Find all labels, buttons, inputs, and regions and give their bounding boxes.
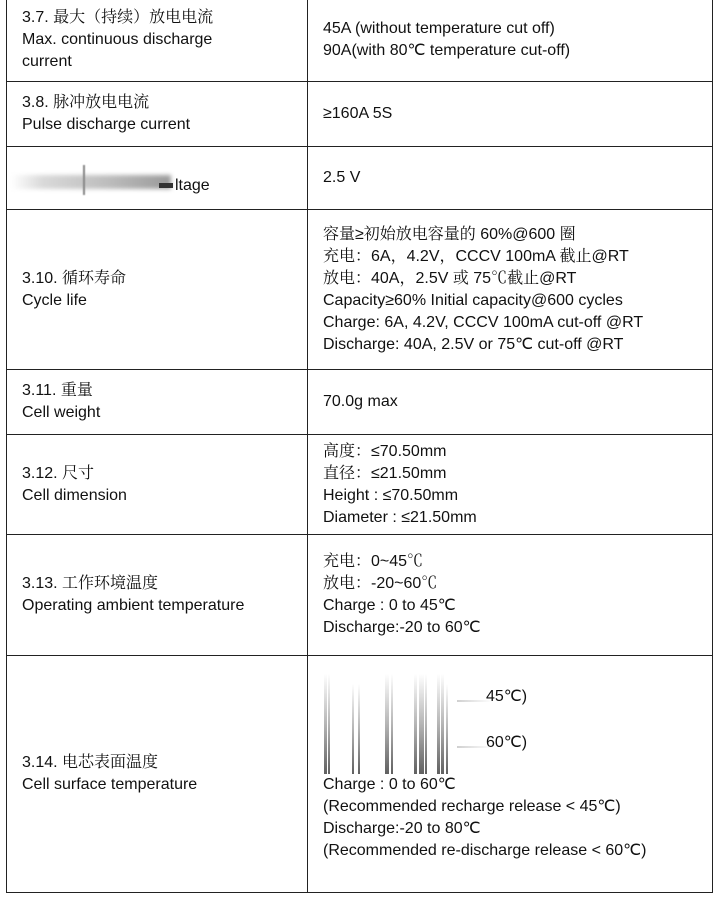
param-line: Cycle life (22, 291, 87, 309)
value-line: (Recommended recharge release < 45℃) (323, 798, 621, 815)
param-line: 3.14. 电芯表面温度 (22, 754, 159, 771)
param-cell (7, 656, 308, 893)
value-line: 70.0g max (323, 393, 398, 410)
blur-artifact (83, 165, 85, 195)
value-line: 直径：≤21.50mm (323, 464, 447, 482)
param-line: 3.12. 尺寸 (22, 464, 95, 482)
partial-note: 60℃) (486, 734, 528, 751)
table-row (7, 656, 713, 893)
param-cell (7, 435, 308, 535)
table-row (7, 370, 713, 435)
blur-artifact (159, 183, 173, 188)
table-row (7, 0, 713, 82)
value-line: 2.5 V (323, 169, 361, 186)
spec-table (6, 0, 713, 893)
value-line: Discharge:-20 to 60℃ (323, 619, 481, 636)
table-row (7, 147, 713, 210)
value-cell (308, 0, 713, 82)
value-line: Diameter : ≤21.50mm (323, 508, 477, 526)
value-line: Charge: 6A, 4.2V, CCCV 100mA cut-off @RT (323, 313, 644, 331)
value-cell (308, 370, 713, 435)
value-line: 放电：40A，2.5V 或 75℃截止@RT (323, 269, 577, 287)
value-line: ≥160A 5S (323, 105, 393, 122)
value-cell (308, 82, 713, 147)
value-line: 容量≥初始放电容量的 60%@600 圈 (323, 225, 576, 243)
param-line: current (22, 53, 72, 70)
value-line: (Recommended re-discharge release < 60℃) (323, 842, 647, 859)
value-line: 充电：0~45℃ (323, 553, 424, 570)
param-line: Cell surface temperature (22, 776, 198, 793)
surface-temp-block (308, 674, 712, 874)
value-cell (308, 535, 713, 656)
param-cell (7, 370, 308, 435)
param-line: 3.13. 工作环境温度 (22, 575, 159, 592)
obscured-stripes (312, 674, 492, 774)
blur-artifact (11, 175, 171, 189)
value-line: 高度：≤70.50mm (323, 442, 447, 460)
param-line: Cell weight (22, 404, 101, 421)
partial-note: 45℃) (486, 688, 528, 705)
value-cell (308, 210, 713, 370)
param-cell (7, 82, 308, 147)
obscured-region (7, 153, 307, 203)
value-cell (308, 435, 713, 535)
param-cell (7, 535, 308, 656)
value-line: 45A (without temperature cut off) (323, 20, 555, 37)
value-line: Height : ≤70.50mm (323, 486, 459, 504)
value-line: 放电：-20~60℃ (323, 575, 438, 592)
table-row (7, 435, 713, 535)
param-line: Cell dimension (22, 486, 127, 504)
param-partial-text: ltage (175, 177, 210, 194)
value-line: 90A(with 80℃ temperature cut-off) (323, 42, 571, 59)
value-cell (308, 147, 713, 210)
param-line: 3.10. 循环寿命 (22, 269, 127, 287)
value-line: Charge : 0 to 45℃ (323, 597, 456, 614)
value-line: Discharge: 40A, 2.5V or 75℃ cut-off @RT (323, 335, 624, 353)
param-line: Max. continuous discharge (22, 31, 213, 48)
param-line: Operating ambient temperature (22, 597, 245, 614)
param-line: 3.11. 重量 (22, 382, 93, 399)
value-line: Capacity≥60% Initial capacity@600 cycles (323, 291, 623, 309)
table-row (7, 535, 713, 656)
param-line: 3.8. 脉冲放电电流 (22, 94, 150, 111)
value-cell (308, 656, 713, 893)
table-row (7, 210, 713, 370)
param-line: 3.7. 最大（持续）放电电流 (22, 9, 214, 26)
table-row (7, 82, 713, 147)
value-line: Discharge:-20 to 80℃ (323, 820, 481, 837)
param-cell (7, 0, 308, 82)
value-line: Charge : 0 to 60℃ (323, 776, 456, 793)
param-cell (7, 210, 308, 370)
value-line: 充电：6A，4.2V，CCCV 100mA 截止@RT (323, 247, 629, 265)
value-lines (323, 774, 646, 862)
param-line: Pulse discharge current (22, 116, 191, 133)
param-cell-obscured (7, 147, 308, 210)
